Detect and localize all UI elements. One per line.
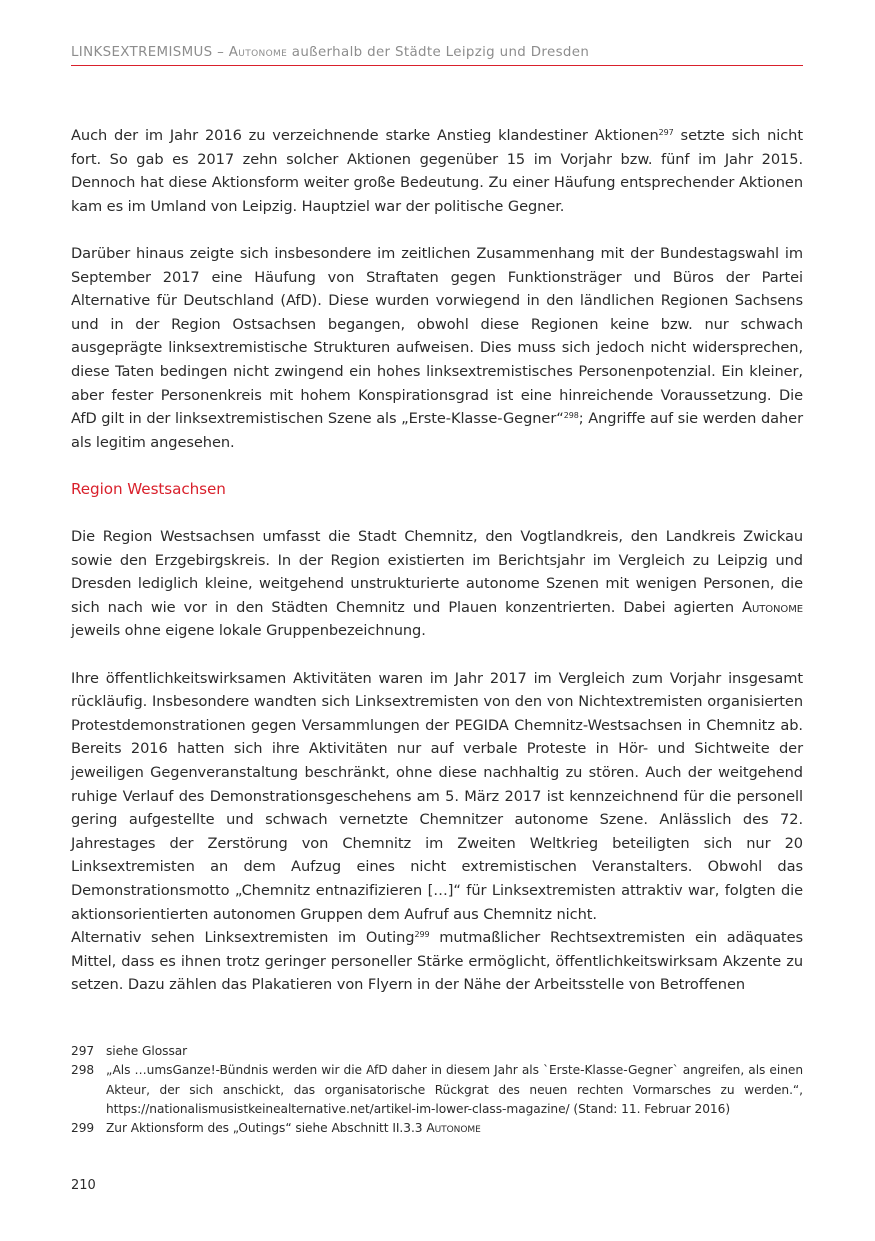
term-autonome: Autonome — [426, 1121, 481, 1136]
header-subtitle: außerhalb der Städte Leipzig und Dresden — [287, 45, 590, 60]
paragraph-text: ; Angriffe auf sie werden daher als legitim angesehen. — [71, 410, 803, 451]
header-section: Autonome — [228, 45, 288, 60]
footnote-ref-297: 297 — [658, 128, 674, 137]
page-number: 210 — [71, 1178, 96, 1193]
paragraph-text: Darüber hinaus zeigte sich insbesondere im zeitlichen Zusammenhang mit der Bundestagswahl im September 2017 eine Häufung von Straftaten gegen Funktionsträger und Büros der Partei Alternative für Deutschland (AfD). Diese wurden vorwiegend in den ländlichen Regionen Sachsens und in der Region Ostsachsen begangen, obwohl diese Regionen keine bzw. nur schwach ausgeprägte linksextremistische Strukturen aufweisen. Dies muss sich jedoch nicht widersprechen, diese Taten bedingen nicht zwingend ein hohes linksextremistisches Personenpotenzial. Ein kleiner, aber fester Personenkreis mit hohem Konspirationsgrad ist eine hinreichende Voraussetzung. Die AfD gilt in der linksextremistischen Szene als „Erste-Klasse-Gegner“ — [71, 244, 803, 428]
footnote-text-wrap — [106, 1119, 803, 1138]
paragraph-text: Die Region Westsachsen umfasst die Stadt Chemnitz, den Vogtlandkreis, den Landkreis Zwickau sowie den Erzgebirgskreis. In der Region existierten im Berichtsjahr im Vergleich zu Leipzig und Dresden lediglich kleine, weitgehend unstrukturierte autonome Szenen mit wenigen Personen, die sich nach wie vor in den Städten Chemnitz und Plauen konzentrierten. Dabei agierten — [71, 528, 803, 616]
footnote-number: 299 — [71, 1121, 95, 1136]
paragraph-1 — [71, 124, 803, 218]
paragraph-2 — [71, 242, 803, 454]
paragraph-text: jeweils ohne eigene lokale Gruppenbezeichnung. — [71, 622, 426, 640]
footnote-298 — [71, 1061, 803, 1119]
footnote-299 — [71, 1119, 803, 1138]
footnote-ref-299: 299 — [414, 930, 430, 940]
paragraph-text: Auch der im Jahr 2016 zu verzeichnende starke Anstieg klandestiner Aktionen — [71, 127, 659, 144]
footnote-number: 298 — [71, 1063, 95, 1078]
paragraph-3 — [71, 525, 803, 643]
section-heading: Region Westsachsen — [71, 479, 226, 498]
term-autonome: Autonome — [742, 598, 803, 616]
paragraph-text: Alternativ sehen Linksextremisten im Outing — [71, 929, 415, 947]
paragraph-text: setzte sich nicht fort. So gab es 2017 zehn solcher Aktionen gegenüber 15 im Vorjahr bzw. fünf im Jahr 2015. Dennoch hat diese Aktionsform weiter große Bedeutung. Zu einer Häufung entsprechender Aktionen kam es im Umland von Leipzig. Hauptziel war der politische Gegner. — [71, 127, 803, 215]
header-topic: LINKSEXTREMISMUS — [71, 45, 213, 60]
footnote-text: „Als …umsGanze!-Bündnis werden wir die AfD daher in diesem Jahr als `Erste-Klasse-Gegner` angreifen, als einen Akteur, der sich anschickt, das organisatorische Rückgrat des neuen rechten Vormarsches zu werden.“, https://nationalismusistkeinealternative.net/artikel-im-lower-class-magazine/ (Stand: 11. Februar 2016) — [106, 1063, 803, 1116]
paragraph-4: Ihre öffentlichkeitswirksamen Aktivitäten waren im Jahr 2017 im Vergleich zum Vorjahr insgesamt rückläufig. Insbesondere wandten sich Linksextremisten von den von Nichtextremisten organisierten Protestdemonstrationen gegen Versammlungen der PEGIDA Chemnitz-Westsachsen in Chemnitz ab. Bereits 2016 hatten sich ihre Aktivitäten nur auf verbale Proteste in Hör- und Sichtweite der jeweiligen Gegenveranstaltung beschränkt, ohne diese nachhaltig zu stören. Auch der weitgehend ruhige Verlauf des Demonstrationsgeschehens am 5. März 2017 ist kennzeichnend für die personell gering aufgestellte und schwach vernetzte Chemnitzer autonome Szene. Anlässlich des 72. Jahrestages der Zerstörung von Chemnitz im Zweiten Weltkrieg beteiligten sich nur 20 Linksextremisten an dem Aufzug eines nicht extremistischen Veranstalters. Obwohl das Demonstrationsmotto „Chemnitz entnazifizieren […]“ für Linksextremisten attraktiv war, folgten die aktionsorientierten autonomen Gruppen dem Aufruf aus Chemnitz nicht. — [71, 669, 803, 923]
footnote-text: siehe Glossar — [106, 1044, 188, 1058]
running-header — [71, 45, 803, 66]
footnote-297 — [71, 1042, 803, 1061]
main-text — [71, 124, 803, 997]
footnotes — [71, 1042, 803, 1138]
footnote-number: 297 — [71, 1044, 95, 1058]
paragraph-text: mutmaßlicher Rechtsextremisten ein adäquates Mittel, dass es ihnen trotz geringer personeller Stärke ermöglicht, öffentlichkeitswirksam Akzente zu setzen. Dazu zählen das Plakatieren von Flyern in der Nähe der Arbeitsstelle von Betroffenen — [71, 929, 803, 994]
footnote-text: Zur Aktionsform des „Outings“ siehe Abschnitt II.3.3 — [106, 1121, 427, 1136]
header-separator: – — [212, 45, 229, 60]
footnote-ref-298: 298 — [563, 411, 579, 421]
paragraph-5 — [71, 926, 803, 997]
